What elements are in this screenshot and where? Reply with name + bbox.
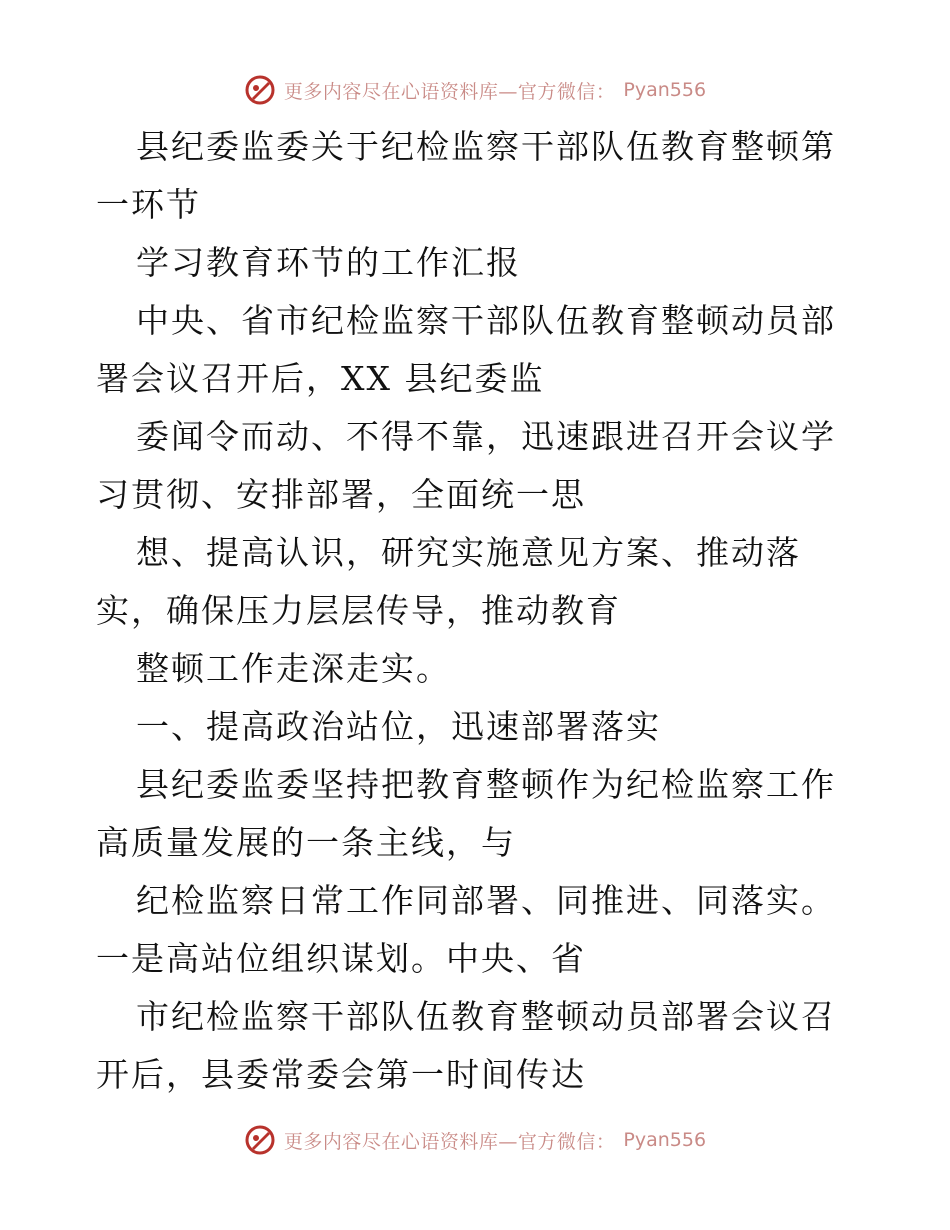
body-paragraph: 纪检监察日常工作同部署、同推进、同落实。一是高站位组织谋划。中央、省	[96, 881, 836, 978]
document-title-line: 县纪委监委关于纪检监察干部队伍教育整顿第一环节	[96, 127, 836, 224]
quill-seal-icon	[244, 1124, 276, 1156]
watermark-wechat-id: Pyan556	[623, 1129, 707, 1151]
quill-seal-icon	[244, 74, 276, 106]
document-title-line: 学习教育环节的工作汇报	[136, 243, 521, 282]
body-paragraph: 市纪检监察干部队伍教育整顿动员部署会议召开后，县委常委会第一时间传达	[96, 997, 836, 1094]
header-watermark	[0, 70, 950, 110]
body-paragraph: 委闻令而动、不得不靠，迅速跟进召开会议学习贯彻、安排部署，全面统一思	[96, 417, 836, 514]
body-paragraph: 中央、省市纪检监察干部队伍教育整顿动员部署会议召开后，XX 县纪委监	[96, 301, 836, 398]
body-paragraph: 县纪委监委坚持把教育整顿作为纪检监察工作高质量发展的一条主线，与	[96, 765, 836, 862]
watermark-text: 更多内容尽在心语资料库—官方微信：	[283, 80, 616, 103]
watermark-wechat-id: Pyan556	[623, 79, 707, 101]
footer-watermark	[0, 1120, 950, 1160]
section-heading: 一、提高政治站位，迅速部署落实	[136, 707, 661, 746]
watermark-text: 更多内容尽在心语资料库—官方微信：	[283, 1130, 616, 1153]
body-paragraph: 想、提高认识，研究实施意见方案、推动落实，确保压力层层传导，推动教育	[96, 533, 801, 630]
body-paragraph: 整顿工作走深走实。	[136, 649, 451, 688]
document-body	[96, 118, 856, 1104]
